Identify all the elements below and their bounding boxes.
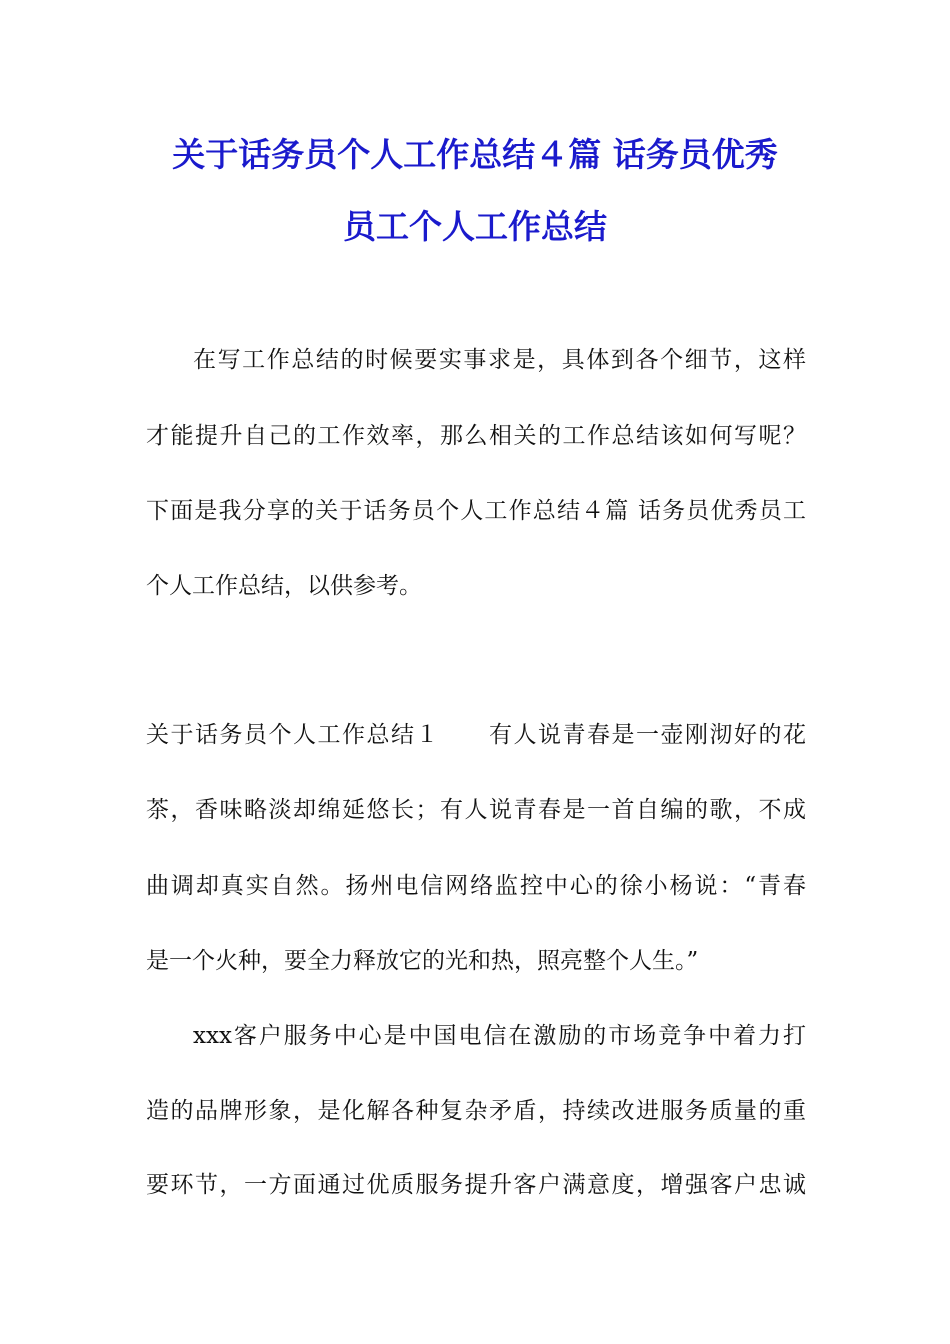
section2-line-2: 造的品牌形象，是化解各种复杂矛盾，持续改进服务质量的重 (146, 1098, 806, 1124)
section2-line-3: 要环节，一方面通过优质服务提升客户满意度，增强客户忠诚 (146, 1172, 806, 1198)
section2-line-1: xxx客户服务中心是中国电信在激励的市场竞争中着力打 (193, 1023, 806, 1049)
document-title-line-2: 员工个人工作总结 (343, 207, 607, 246)
section1-line-2: 茶，香味略淡却绵延悠长；有人说青春是一首自编的歌，不成 (146, 797, 806, 823)
intro-line-2: 才能提升自己的工作效率，那么相关的工作总结该如何写呢？ (146, 423, 806, 449)
intro-line-1: 在写工作总结的时候要实事求是，具体到各个细节，这样 (193, 347, 806, 373)
intro-line-3: 下面是我分享的关于话务员个人工作总结４篇 话务员优秀员工 (146, 498, 806, 524)
section1-line-4: 是一个火种，要全力释放它的光和热，照亮整个人生。” (146, 948, 699, 974)
section1-line-1: 关于话务员个人工作总结１ 有人说青春是一壶刚沏好的花 (146, 722, 806, 748)
intro-line-4: 个人工作总结，以供参考。 (146, 573, 422, 599)
section1-line-3: 曲调却真实自然。扬州电信网络监控中心的徐小杨说：“青春 (146, 873, 806, 899)
document-title-line-1: 关于话务员个人工作总结４篇 话务员优秀 (172, 135, 778, 174)
